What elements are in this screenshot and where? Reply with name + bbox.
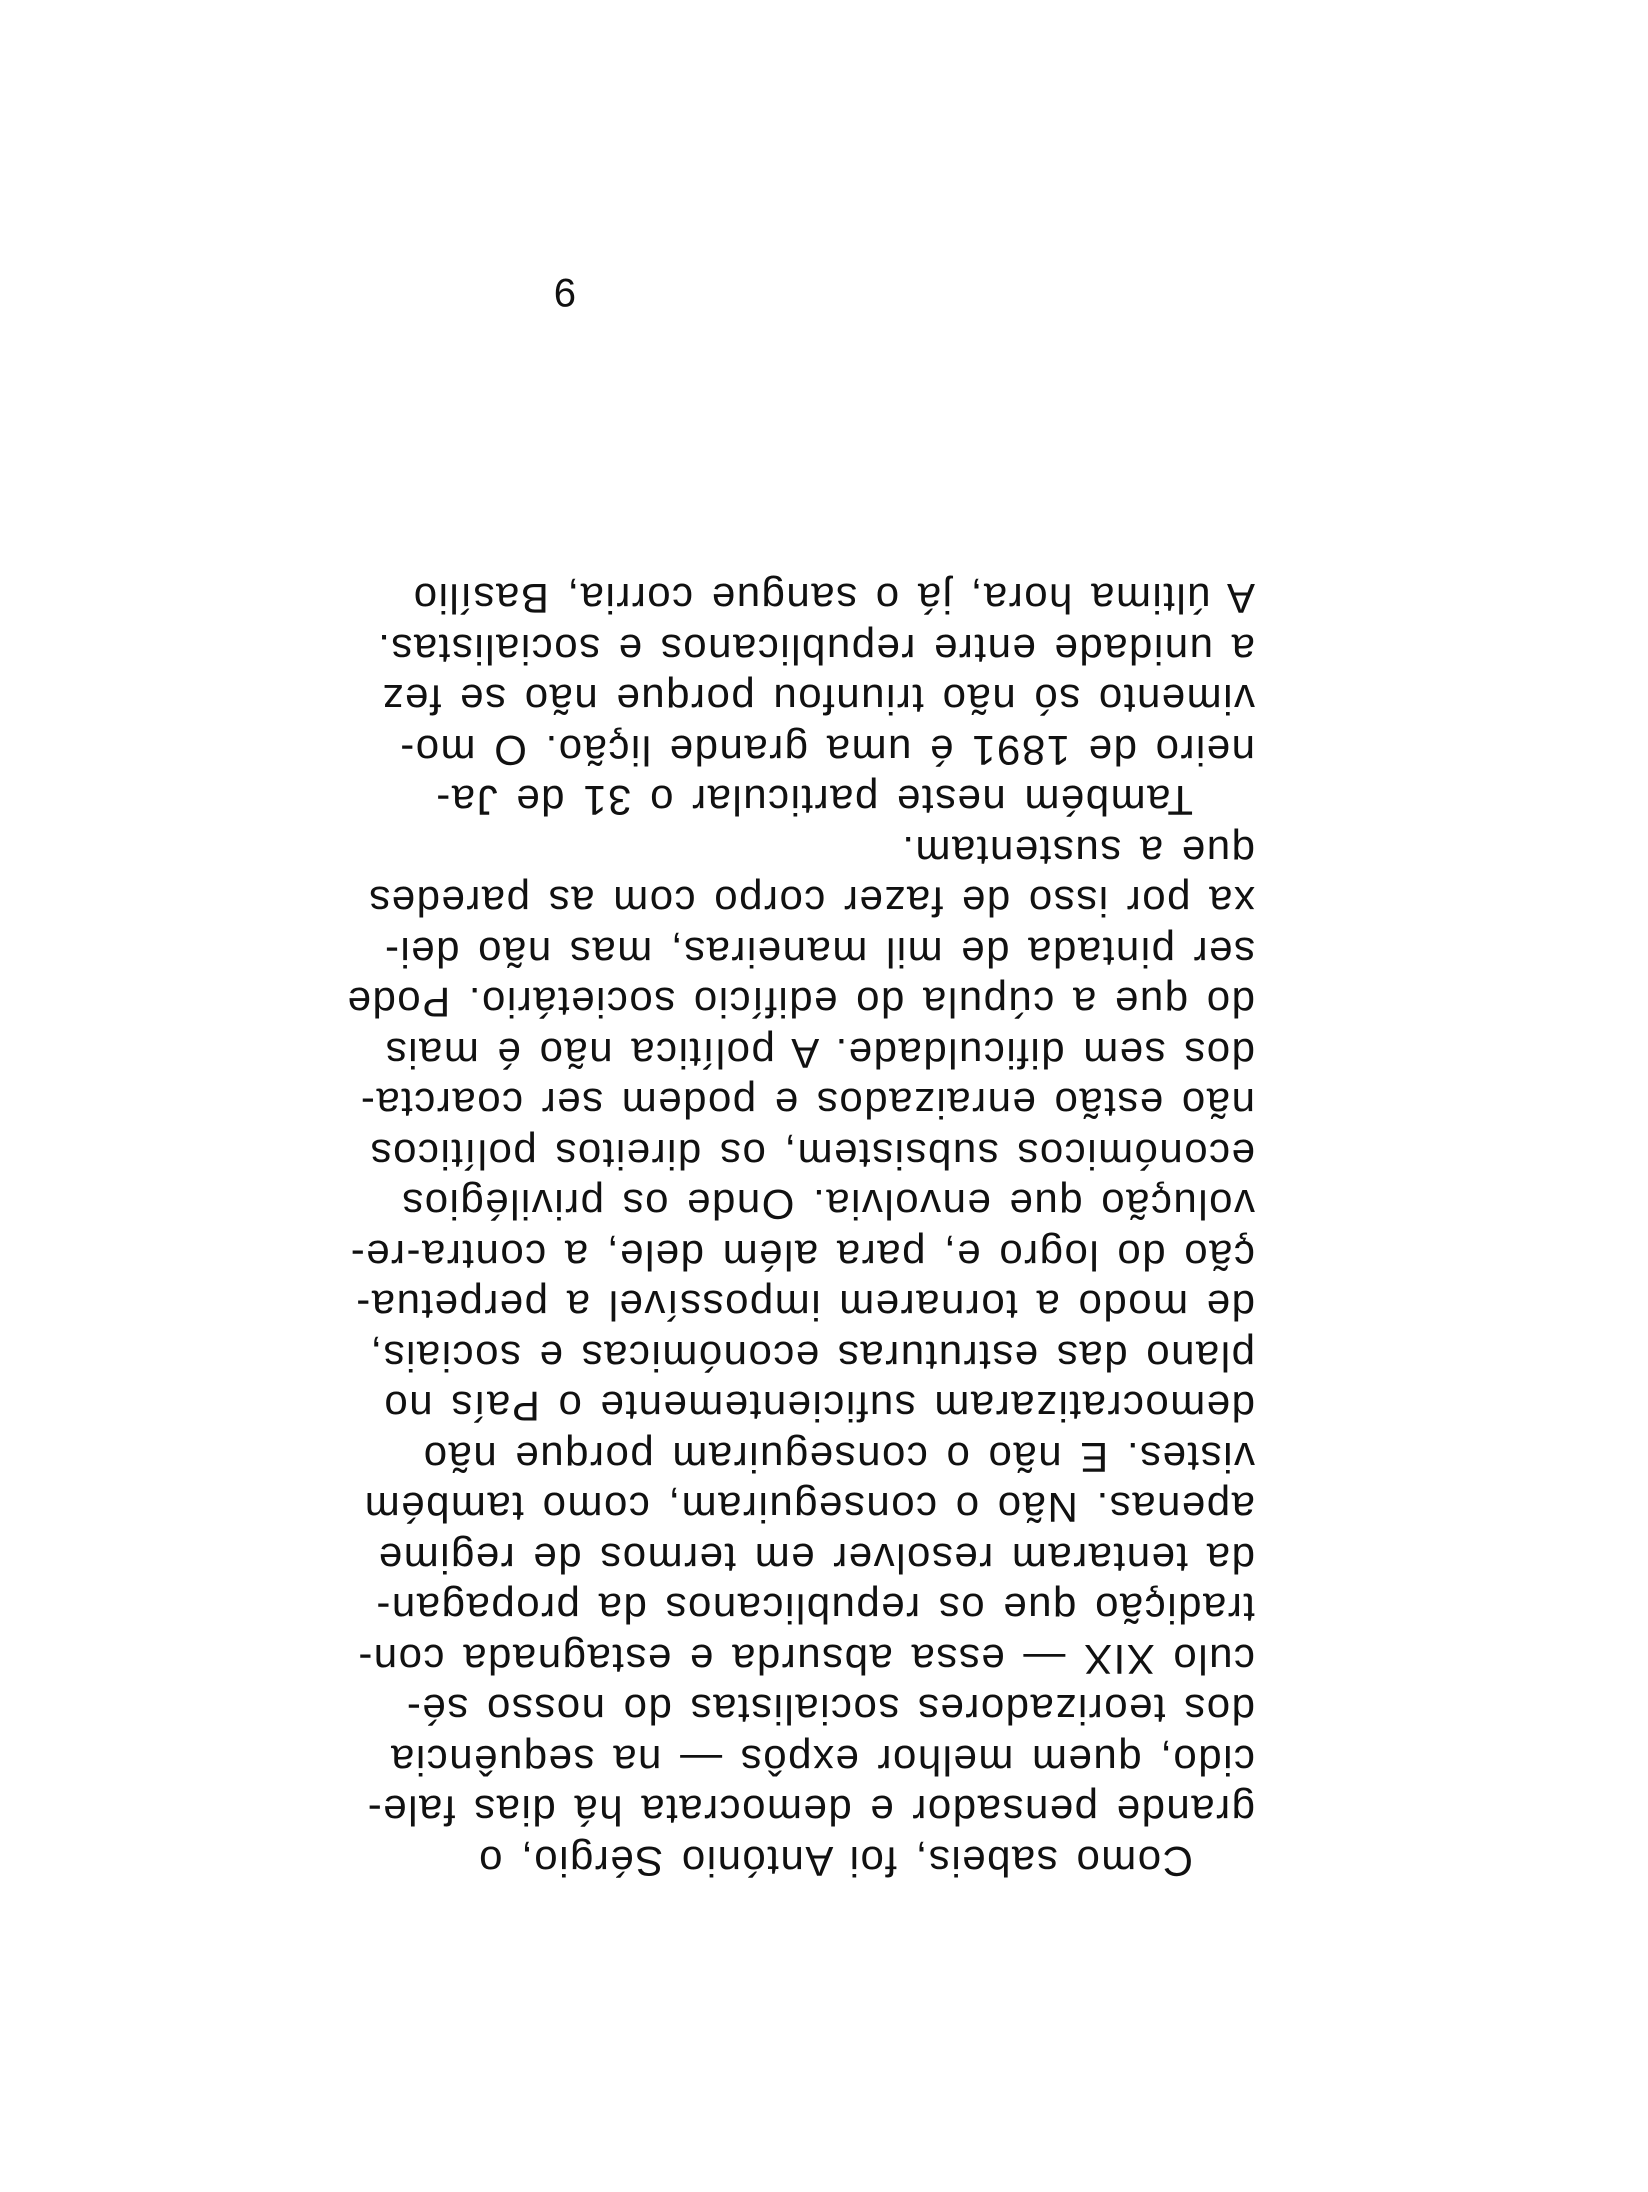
text-line: do que a cúpula do edifício societário. Pode — [346, 979, 1255, 1027]
text-line: cido, quem melhor expôs — na sequência — [389, 1737, 1255, 1784]
text-line: ção do logro e, para além dele, a contra-re- — [349, 1232, 1255, 1279]
text-line: neiro de 1891 é uma grande lição. O mo- — [398, 727, 1255, 774]
text-line: ser pintada de mil maneiras, mas não dei- — [383, 929, 1255, 976]
text-line: plano das estruturas económicas e sociais, — [368, 1333, 1255, 1380]
text-line: dos teorizadores socialistas do nosso sé- — [405, 1686, 1255, 1734]
text-line-paragraph-end: que a sustentam. — [900, 828, 1255, 875]
text-line: não estão enraizados e podem ser coarcta- — [359, 1080, 1255, 1128]
text-line: da tentaram resolver em termos de regime — [377, 1535, 1255, 1582]
text-line: tradição que os republicanos da propagan- — [374, 1585, 1255, 1633]
text-line: de modo a tornarem impossível a perpetua- — [354, 1282, 1255, 1330]
text-line: xa por isso de fazer corpo com as paredes — [367, 878, 1255, 926]
text-line: democratizaram suficientemente o País no — [382, 1383, 1255, 1431]
text-line: grande pensador e democrata há dias fale- — [366, 1787, 1255, 1835]
text-line: volução que envolvia. Onde os privilégios — [400, 1181, 1255, 1229]
text-line: económicos subsistem, os direitos políticos — [369, 1131, 1255, 1178]
text-line: Também neste particular o 31 de Ja- — [434, 777, 1193, 825]
text-line: a unidade entre republicanos e socialistas. — [376, 626, 1255, 673]
page-number: 9 — [553, 270, 577, 314]
text-line: Como sabeis, foi António Sérgio, o — [477, 1838, 1193, 1885]
text-line: vistes. E não o conseguiram porque não — [422, 1434, 1255, 1481]
text-line: dos sem dificuldade. A política não é mais — [384, 1030, 1255, 1077]
text-line: apenas. Não o conseguiram, como também — [363, 1484, 1255, 1532]
body-text — [346, 573, 1255, 1886]
text-line: culo XIX — essa absurda e estagnada con- — [356, 1636, 1255, 1683]
text-line: A última hora, já o sangue corria, Basílio — [412, 575, 1255, 623]
text-line: vimento só não triunfou porque não se fez — [380, 676, 1255, 724]
